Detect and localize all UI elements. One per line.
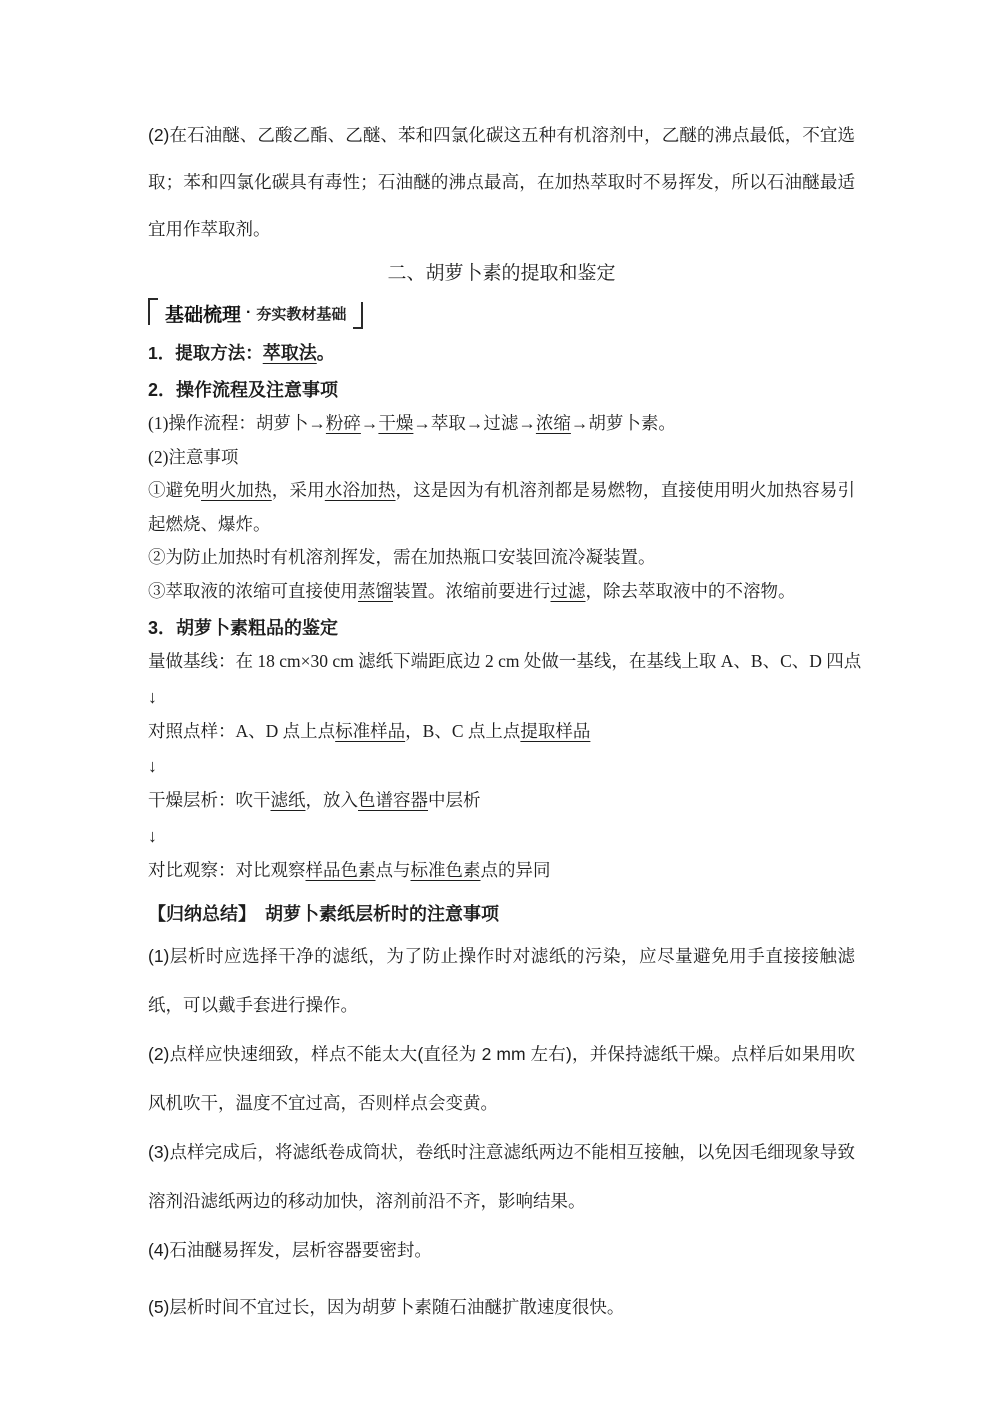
method-line: 1．提取方法：萃取法。 xyxy=(148,343,335,363)
note-item-2: ②为防止加热时有机溶剂挥发，需在加热瓶口安装回流冷凝装置。 xyxy=(148,547,656,567)
step-spotting: 对照点样：A、D 点上点标准样品，B、C 点上点提取样品 xyxy=(148,720,591,741)
corner-bracket-left-icon xyxy=(148,298,158,325)
step-chromatography: 干燥层析：吹干滤纸，放入色谱容器中层析 xyxy=(148,790,481,810)
basics-badge xyxy=(148,298,855,328)
summary-heading: 【归纳总结】 胡萝卜素纸层析时的注意事项 xyxy=(148,904,499,924)
intro-paragraph: (2)在石油醚、乙酸乙酯、乙醚、苯和四氯化碳这五种有机溶剂中，乙醚的沸点最低，不宜选取；苯和四氯化碳具有毒性；石油醚的沸点最高，在加热萃取时不易挥发，所以石油醚最适宜用作萃取剂。 xyxy=(148,125,855,239)
badge-subtitle: 夯实教材基础 xyxy=(256,305,347,323)
identification-heading: 3．胡萝卜素粗品的鉴定 xyxy=(148,618,339,638)
flow-line: (1)操作流程：胡萝卜→粉碎→干燥→萃取→过滤→浓缩→胡萝卜素。 xyxy=(148,413,676,433)
note-item-1: ①避免明火加热，采用水浴加热，这是因为有机溶剂都是易燃物，直接使用明火加热容易引起燃烧、爆炸。 xyxy=(148,480,856,534)
corner-bracket-right-icon xyxy=(353,302,363,329)
flow-down-arrow-1: ↓ xyxy=(148,686,157,707)
flow-down-arrow-3: ↓ xyxy=(148,825,157,846)
summary-point-3: (3)点样完成后，将滤纸卷成筒状，卷纸时注意滤纸两边不能相互接触，以免因毛细现象导致溶剂沿滤纸两边的移动加快，溶剂前沿不齐，影响结果。 xyxy=(148,1142,855,1211)
procedure-heading: 2．操作流程及注意事项 xyxy=(148,380,339,400)
step-baseline: 量做基线：在 18 cm×30 cm 滤纸下端距底边 2 cm 处做一基线，在基线上取 A、B、C、D 四点 xyxy=(148,651,862,671)
flow-down-arrow-2: ↓ xyxy=(148,756,157,776)
badge-title: 基础梳理 xyxy=(165,304,242,326)
note-item-3: ③萃取液的浓缩可直接使用蒸馏装置。浓缩前要进行过滤，除去萃取液中的不溶物。 xyxy=(148,580,796,601)
notes-label: (2)注意事项 xyxy=(148,446,239,467)
step-observation: 对比观察：对比观察样品色素点与标准色素点的异同 xyxy=(148,859,551,880)
summary-point-4: (4)石油醚易挥发，层析容器要密封。 xyxy=(148,1240,432,1260)
summary-point-2: (2)点样应快速细致，样点不能太大(直径为 2 mm 左右)，并保持滤纸干燥。点样后如果用吹风机吹干，温度不宜过高，否则样点会变黄。 xyxy=(148,1044,855,1113)
badge-separator: · xyxy=(246,304,252,321)
summary-point-1: (1)层析时应选择干净的滤纸，为了防止操作时对滤纸的污染，应尽量避免用手直接接触滤纸，可以戴手套进行操作。 xyxy=(148,946,855,1015)
section-heading: 二、胡萝卜素的提取和鉴定 xyxy=(387,263,616,284)
summary-point-5: (5)层析时间不宜过长，因为胡萝卜素随石油醚扩散速度很快。 xyxy=(148,1297,625,1317)
